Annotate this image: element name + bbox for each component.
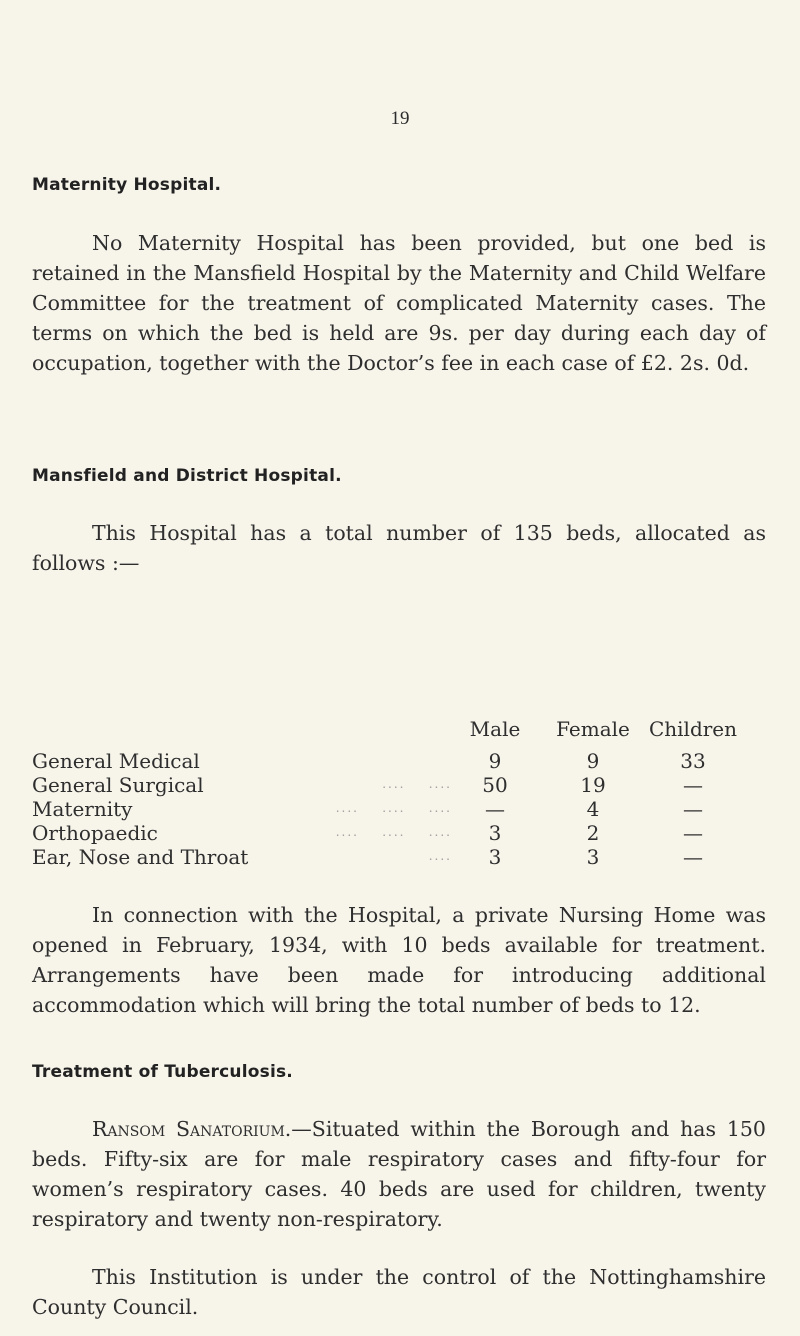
row-label: Ear, Nose and Throat — [32, 845, 249, 869]
row-children: — — [683, 797, 703, 821]
leader-dots: .... .... .... — [335, 825, 452, 839]
row-male: 3 — [488, 821, 502, 845]
maternity-paragraph — [32, 228, 766, 378]
row-male: 50 — [482, 773, 508, 797]
sanatorium-paragraph — [32, 1114, 766, 1234]
leader-dots: .... — [428, 849, 452, 863]
row-children: 33 — [680, 749, 706, 773]
row-label: General Medical — [32, 749, 200, 773]
table-row — [32, 821, 738, 845]
row-female: 2 — [586, 821, 600, 845]
row-label: General Surgical — [32, 773, 204, 797]
row-female: 3 — [586, 845, 600, 869]
table-row — [32, 749, 738, 773]
row-label: Orthopaedic — [32, 821, 158, 845]
mansfield-intro-text: This Hospital has a total number of 135 beds, allocated as follows :— — [32, 521, 766, 575]
table-header-row — [32, 717, 738, 749]
mansfield-heading: Mansfield and District Hospital. — [32, 466, 342, 486]
maternity-text: No Maternity Hospital has been provided, but one bed is retained in the Mansfield Hospital by the Maternity and Child Welfare Committee for the treatment of complicated Maternity cases. The terms on which the bed is held are 9s. per day during each day of occupation, together with the Doctor’s fee in each case of £2. 2s. 0d. — [32, 231, 766, 375]
mansfield-intro — [32, 518, 766, 578]
row-male: 9 — [488, 749, 502, 773]
control-text: This Institution is under the control of the Nottinghamshire County Council. — [32, 1265, 766, 1319]
sanatorium-lead: Ransom Sanatorium. — [92, 1117, 292, 1141]
row-children: — — [683, 773, 703, 797]
row-male: 3 — [488, 845, 502, 869]
sanatorium-text: —Situated within the Borough and has 150 beds. Fifty-six are for male respiratory cases and fifty-four for women’s respiratory cases. 40 beds are used for children, twenty respiratory and twenty non-respiratory. — [32, 1117, 766, 1231]
header-male: Male — [469, 717, 521, 741]
row-female: 4 — [586, 797, 600, 821]
header-children: Children — [648, 717, 738, 741]
row-male: — — [485, 797, 505, 821]
header-female: Female — [556, 717, 630, 741]
leader-dots: .... .... .... — [335, 801, 452, 815]
table-row — [32, 797, 738, 821]
page-number: 19 — [390, 108, 410, 129]
tuberculosis-heading: Treatment of Tuberculosis. — [32, 1062, 293, 1082]
table-row — [32, 845, 738, 869]
beds-table — [32, 717, 738, 869]
row-label: Maternity — [32, 797, 133, 821]
nursing-home-paragraph — [32, 900, 766, 1020]
row-children: — — [683, 845, 703, 869]
control-paragraph — [32, 1262, 766, 1322]
nursing-home-text: In connection with the Hospital, a private Nursing Home was opened in February, 1934, with 10 beds available for treatment. Arrangements have been made for introducing additional accommodation which will bring the total number of beds to 12. — [32, 903, 766, 1017]
table-row — [32, 773, 738, 797]
leader-dots: .... .... — [382, 777, 452, 791]
row-female: 19 — [580, 773, 606, 797]
header-label — [32, 717, 452, 749]
row-female: 9 — [586, 749, 600, 773]
maternity-heading: Maternity Hospital. — [32, 175, 222, 195]
row-children: — — [683, 821, 703, 845]
